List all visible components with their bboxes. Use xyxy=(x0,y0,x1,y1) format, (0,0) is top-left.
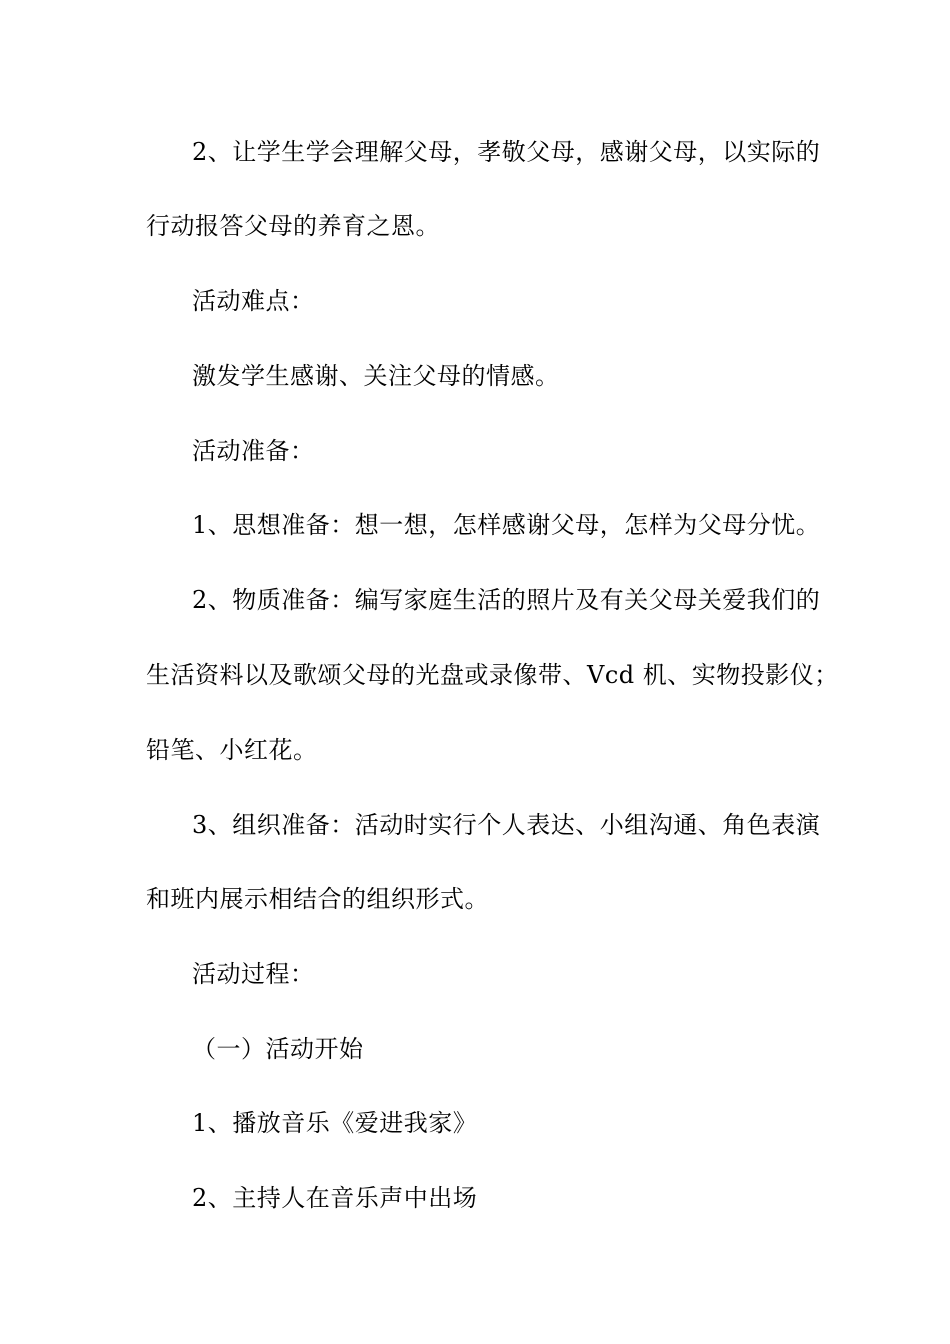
paragraph-prep-1: 1、思想准备：想一想，怎样感谢父母，怎样为父母分忧。 xyxy=(192,511,821,539)
heading-activity-process: 活动过程： xyxy=(192,960,315,988)
paragraph-prep-2-line-1: 2、物质准备：编写家庭生活的照片及有关父母关爱我们的 xyxy=(192,586,821,614)
heading-activity-difficulty: 活动难点： xyxy=(192,287,315,315)
paragraph-prep-3-line-2: 和班内展示相结合的组织形式。 xyxy=(146,885,489,913)
paragraph-step-1: 1、播放音乐《爱进我家》 xyxy=(192,1109,478,1137)
paragraph-difficulty: 激发学生感谢、关注父母的情感。 xyxy=(192,362,560,390)
paragraph-prep-2-line-3: 铅笔、小红花。 xyxy=(146,736,318,764)
paragraph-goal-2-line-1: 2、让学生学会理解父母，孝敬父母，感谢父母，以实际的 xyxy=(192,138,821,166)
paragraph-step-2: 2、主持人在音乐声中出场 xyxy=(192,1184,478,1212)
paragraph-prep-2-line-2: 生活资料以及歌颂父母的光盘或录像带、Vcd 机、实物投影仪； xyxy=(146,661,839,689)
paragraph-prep-3-line-1: 3、组织准备：活动时实行个人表达、小组沟通、角色表演 xyxy=(192,811,821,839)
heading-activity-preparation: 活动准备： xyxy=(192,437,315,465)
heading-activity-start: （一）活动开始 xyxy=(192,1035,364,1063)
paragraph-goal-2-line-2: 行动报答父母的养育之恩。 xyxy=(146,212,440,240)
